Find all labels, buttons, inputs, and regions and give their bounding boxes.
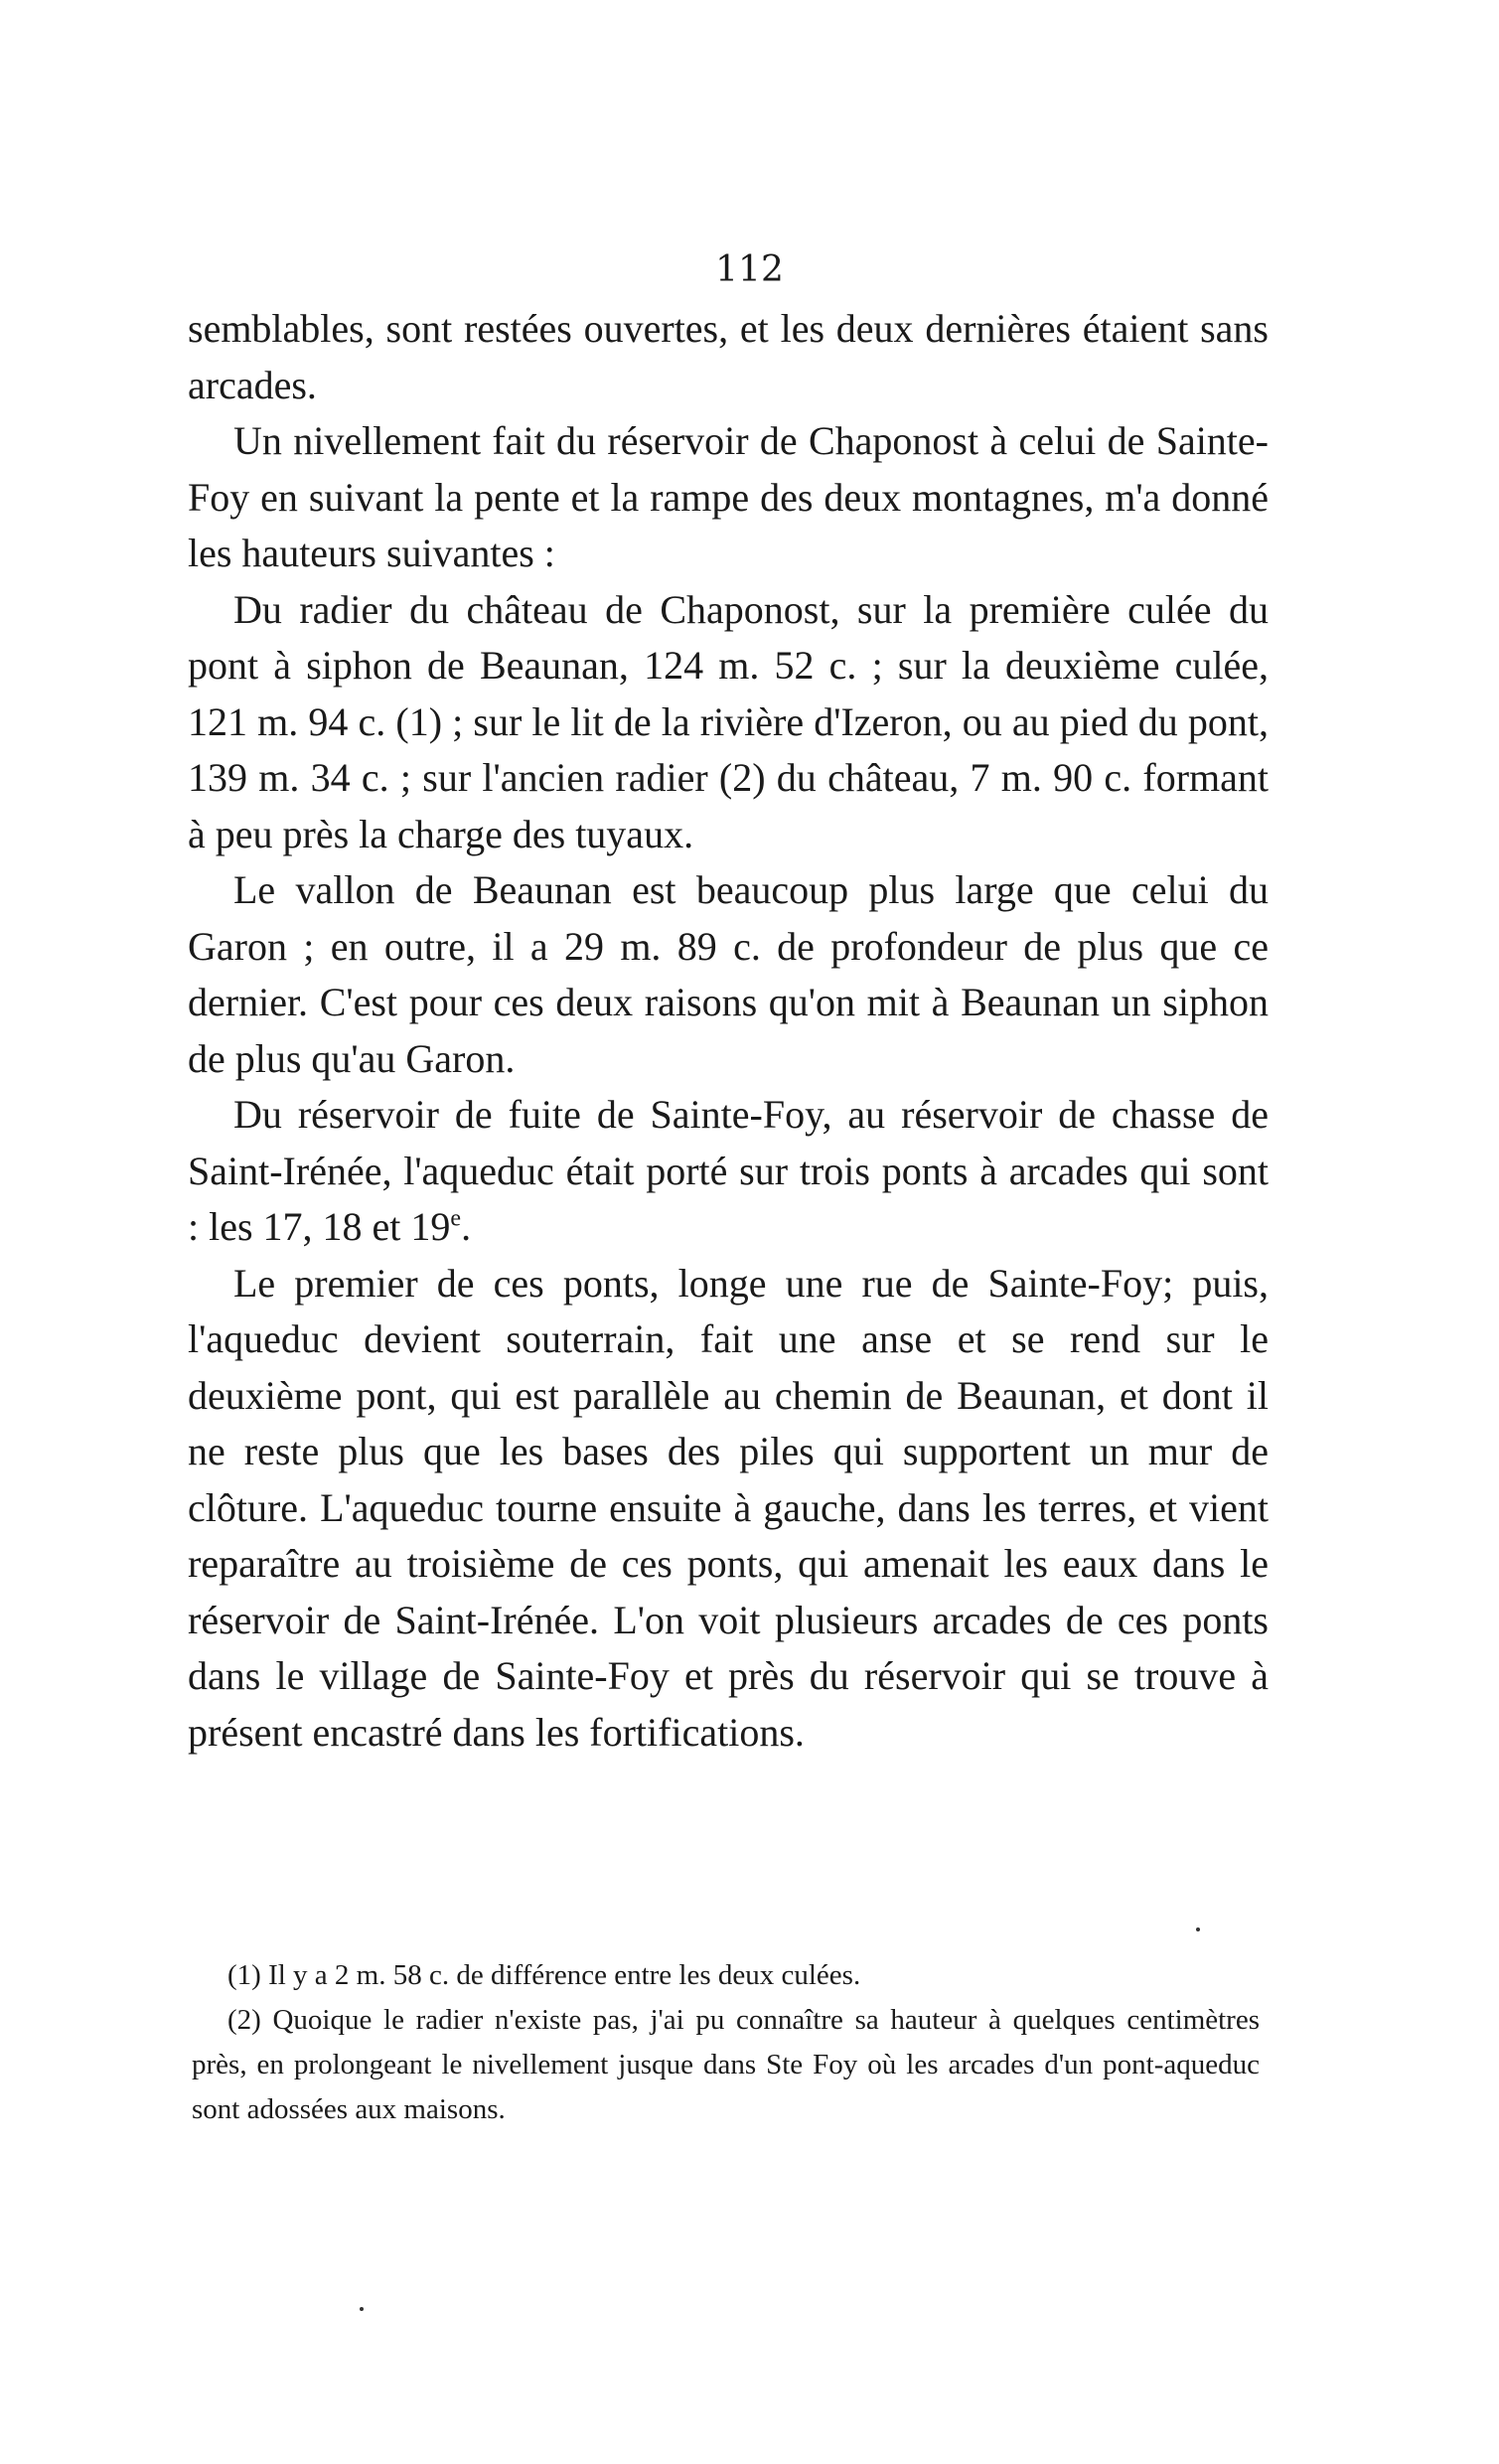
paragraph-measurements: Du radier du château de Chaponost, sur la première culée du pont à siphon de Beaunan, 124 m. 52 c. ; sur la deuxième culée, 121 m. 94 c. (1) ; sur le lit de la rivière d'Izeron, ou au pied du pont, 139 m. 34 c. ; sur l'ancien radier (2) du château, 7 m. 90 c. formant à peu près la charge des tuyaux. [188, 586, 1269, 856]
main-text [188, 301, 1269, 1761]
footnote-1: (1) Il y a 2 m. 58 c. de différence entre les deux culées. [227, 1959, 861, 1991]
paragraph-three-bridges-text: Du réservoir de fuite de Sainte-Foy, au réservoir de chasse de Saint-Irénée, l'aqueduc était porté sur trois ponts à arcades qui sont : les 17, 18 et 19 [188, 1092, 1269, 1249]
print-speck [360, 2307, 364, 2311]
paragraph-continuation: semblables, sont restées ouvertes, et les deux dernières étaient sans arcades. [188, 306, 1269, 407]
ordinal-superscript: e [450, 1205, 462, 1232]
paragraph-three-bridges [188, 1087, 1269, 1256]
page-number: 112 [715, 249, 784, 290]
ordinal-period: . [461, 1204, 472, 1249]
paragraph-beaunan-valley: Le vallon de Beaunan est beaucoup plus large que celui du Garon ; en outre, il a 29 m. 89 c. de profondeur de plus que ce dernier. C'est pour ces deux raisons qu'on mit à Beaunan un siphon de plus qu'au Garon. [188, 867, 1269, 1081]
paragraph-first-bridge: Le premier de ces ponts, longe une rue de Sainte-Foy; puis, l'aqueduc devient souterrain, fait une anse et se rend sur le deuxième pont, qui est parallèle au chemin de Beaunan, et dont il ne reste plus que les bases des piles qui supportent un mur de clôture. L'aqueduc tourne ensuite à gauche, dans les terres, et vient reparaître au troisième de ces ponts, qui amenait les eaux dans le réservoir de Saint-Irénée. L'on voit plusieurs arcades de ces ponts dans le village de Sainte-Foy et près du réservoir qui se trouve à présent encastré dans les fortifications. [188, 1260, 1269, 1755]
paragraph-leveling: Un nivellement fait du réservoir de Chaponost à celui de Sainte-Foy en suivant la pente et la rampe des deux montagnes, m'a donné les hauteurs suivantes : [188, 418, 1269, 575]
footnote-2: (2) Quoique le radier n'existe pas, j'ai pu connaître sa hauteur à quelques centimètres près, en prolongeant le nivellement jusque dans Ste Foy où les arcades d'un pont-aqueduc sont adossées aux maisons. [192, 2004, 1260, 2125]
footnotes [192, 1953, 1260, 2132]
print-speck [1196, 1927, 1200, 1931]
